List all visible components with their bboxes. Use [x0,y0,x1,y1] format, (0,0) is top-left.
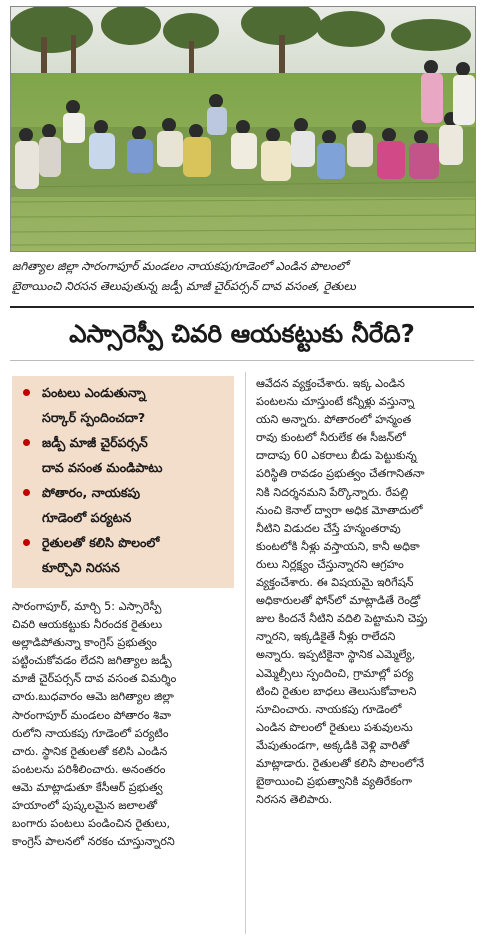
highlight-line: కూర్చొని నిరసన [42,560,120,575]
highlight-line: సర్కార్ స్పందించదా? [42,410,146,425]
body-line: పరిస్థితి రావడం ప్రభుత్వం చేతగానితనా [256,467,425,481]
article-column-left [12,598,234,851]
body-line: రులు నిర్లక్ష్యం చేస్తున్నారని ఆగ్రహం [256,557,404,571]
body-line: చివరి ఆయకట్టుకు నీరందక రైతులు [12,618,163,632]
body-line: అధికారులతో ఫోన్‌లో మాట్లాడితే రెండ్రో [256,594,421,608]
body-line: సారంగాపూర్ మండలం పోతారం శివా [12,708,171,722]
farmers-protest-photo [11,7,475,251]
body-line: సారంగాపూర్, మార్చి 5: ఎస్సారెస్పీ [12,600,162,613]
body-line: దాదాపు 60 ఎకరాలు బీడు పెట్టుకున్న [256,449,417,463]
bullet-icon [23,389,30,396]
article-column-right [256,375,476,809]
body-line: బంగారు పంటలు పండించిన రైతులు, [12,817,171,831]
article-headline: ఎస్సారెస్పీ చివరి ఆయకట్టుకు నీరేది? [10,306,474,361]
caption-line: జగిత్యాల జిల్లా సారంగాపూర్ మండలం నాయకపుగూడెంలో ఎండిన పొలంలో [12,259,349,273]
highlight-line: గూడెంలో పర్యటన [42,510,132,525]
highlight-line: దావ వసంత మండిపాటు [42,460,163,475]
body-line: చారు.బుధవారం ఆమె జగిత్యాల జిల్లా [12,690,174,704]
body-line: ఆవేదన వ్యక్తంచేశారు. ఇక్క ఎండిన [256,377,405,390]
body-line: పట్టించుకోవడం లేదని జగిత్యాల జడ్పీ [12,654,172,668]
body-line: మాట్లాడారు. రైతులతో కలిసి పొలంలోనే [256,756,425,770]
body-line: నికి నిదర్శనమని పేర్కొన్నారు. రేపల్లి [256,485,409,499]
bullet-icon [23,539,30,546]
news-photo [10,6,476,252]
body-line: టించి రైతుల బాధలు తెలుసుకోవాలని [256,684,417,698]
body-line: పంటలను పరిశీలించారు. అనంతరం [12,762,166,776]
highlight-line: పంటలు ఎండుతున్నా [42,385,146,400]
body-line: జుల కిందనే నీటిని వదిలి పెట్టామని చెప్తు [256,612,428,626]
body-line: నీటిని విడుదల చేస్తే హన్మంతరావు [256,521,401,535]
body-line: మాజీ చైర్‌పర్సన్ దావ వసంత విమర్శిం [12,672,177,686]
body-line: పంటలను చూస్తుంటే కన్నీళ్లు వస్తున్నా [256,395,415,409]
highlight-item [12,430,234,480]
body-line: వ్యక్తంచేశారు. ఈ విషయమై ఇరిగేషన్ [256,576,414,590]
highlight-line: జడ్పీ మాజీ చైర్‌పర్సన్ [42,435,148,450]
body-line: మేపుతుండగా, అక్కడికి వెళ్లి వారితో [256,738,410,752]
body-line: అల్లాడిపోతున్నా కాంగ్రెస్ ప్రభుత్వం [12,636,157,650]
body-line: కాంగ్రెస్ పాలనలో నరకం చూస్తున్నారని [12,835,175,849]
bullet-icon [23,489,30,496]
body-line: యని అన్నారు. పోతారంలో హన్మంత [256,413,412,427]
body-line: ఎండిన పొలంలో రైతులు పశువులను [256,720,413,734]
photo-caption [12,256,474,296]
caption-line: బైఠాయించి నిరసన తెలుపుతున్న జడ్పీ మాజీ చైర్‌పర్సన్ దావ వసంత, రైతులు [12,279,356,293]
body-line: నిరసన తెలిపారు. [256,793,333,807]
highlight-item [12,380,234,430]
highlights-box [12,376,234,588]
body-line: హయాంలో పుష్కలమైన జలాలతో [12,799,157,813]
body-line: ఎమ్మెల్సీలు స్పందించి, గ్రామాల్లో పర్య [256,666,414,680]
highlight-item [12,530,234,580]
body-line: న్నారని, ఇక్కడికైతే నీళ్లు రాలేదని [256,630,396,644]
bullet-icon [23,439,30,446]
highlight-line: పోతారం, నాయకపు [42,485,141,500]
body-line: ఆమె మాట్లాడుతూ కేసీఆర్ ప్రభుత్వ [12,780,163,794]
body-line: రులోని నాయకపు గూడెంలో పర్యటిం [12,726,169,740]
body-line: అన్నారు. ఇప్పటికైనా స్థానిక ఎమ్మెల్యే, [256,648,416,662]
highlight-line: రైతులతో కలిసి పొలంలో [42,535,160,550]
body-line: బైఠాయించి ప్రభుత్వానికి వ్యతిరేకంగా [256,775,413,789]
body-line: సూచించారు. నాయకపు గూడెంలో [256,702,402,716]
body-line: నుంచి కెనాల్ ద్వారా అధిక మోతాదులో [256,503,423,517]
body-line: రావు కుంటలో నీరులేక ఈ సీజన్‌లో [256,431,406,445]
body-line: చారు. స్థానిక రైతులతో కలిసి ఎండిన [12,744,168,758]
highlight-item [12,480,234,530]
body-line: కుంటలోకి నీళ్లు వస్తాయని, కానీ అధికా [256,539,420,553]
column-divider [245,372,246,934]
